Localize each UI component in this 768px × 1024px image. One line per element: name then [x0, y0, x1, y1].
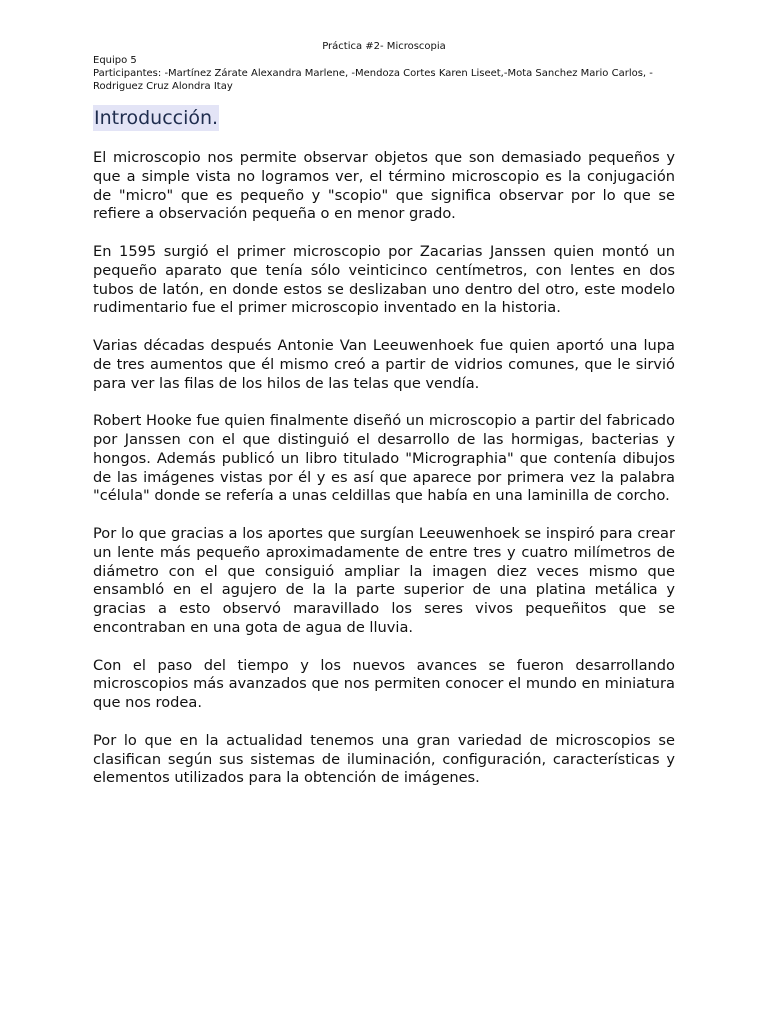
paragraph-5: Por lo que gracias a los aportes que surgían Leeuwenhoek se inspiró para crear un lente más pequeño aproximadamente de entre tres y cuatro milímetros de diámetro con el que consiguió ampliar la imagen diez veces mismo que ensambló en el agujero de la la parte superior de una platina metálica y gracias a esto observó maravillado los seres vivos pequeñitos que se encontraban en una gota de agua de lluvia.: [93, 524, 675, 636]
paragraph-4: Robert Hooke fue quien finalmente diseñó un microscopio a partir del fabricado por Janssen con el que distinguió el desarrollo de las hormigas, bacterias y hongos. Además publicó un libro titulado "Micrographia" que contenía dibujos de las imágenes vistas por él y es así que aparece por primera vez la palabra "célula" donde se refería a unas celdillas que había en una laminilla de corcho.: [93, 412, 675, 505]
section-heading: Introducción.: [94, 107, 219, 129]
document-page: [93, 40, 675, 788]
paragraph-3: Varias décadas después Antonie Van Leeuwenhoek fue quien aportó una lupa de tres aumentos que él mismo creó a partir de vidrios comunes, que le sirvió para ver las filas de los hilos de las telas que vendía.: [93, 336, 675, 392]
participants-list: Participantes: -Martínez Zárate Alexandra Marlene, -Mendoza Cortes Karen Liseet,-Mota Sanchez Mario Carlos, -Rodriguez Cruz Alondra Itay: [93, 68, 653, 92]
paragraph-2: En 1595 surgió el primer microscopio por Zacarias Janssen quien montó un pequeño aparato que tenía sólo veinticinco centímetros, con lentes en dos tubos de latón, en donde estos se deslizaban uno dentro del otro, este modelo rudimentario fue el primer microscopio inventado en la historia.: [93, 242, 675, 317]
paragraph-6: Con el paso del tiempo y los nuevos avances se fueron desarrollando microscopios más avanzados que nos permiten conocer el mundo en miniatura que nos rodea.: [93, 656, 675, 712]
document-title: Práctica #2- Microscopia: [322, 41, 446, 52]
section-body: [93, 149, 675, 788]
paragraph-7: Por lo que en la actualidad tenemos una gran variedad de microscopios se clasifican según sus sistemas de iluminación, configuración, características y elementos utilizados para la obtención de imágenes.: [93, 731, 675, 787]
team-name: Equipo 5: [93, 55, 137, 66]
document-header: [93, 40, 675, 93]
paragraph-1: El microscopio nos permite observar objetos que son demasiado pequeños y que a simple vista no logramos ver, el término microscopio es la conjugación de "micro" que es pequeño y "scopio" que significa observar por lo que se refiere a observación pequeña o en menor grado.: [93, 149, 675, 223]
